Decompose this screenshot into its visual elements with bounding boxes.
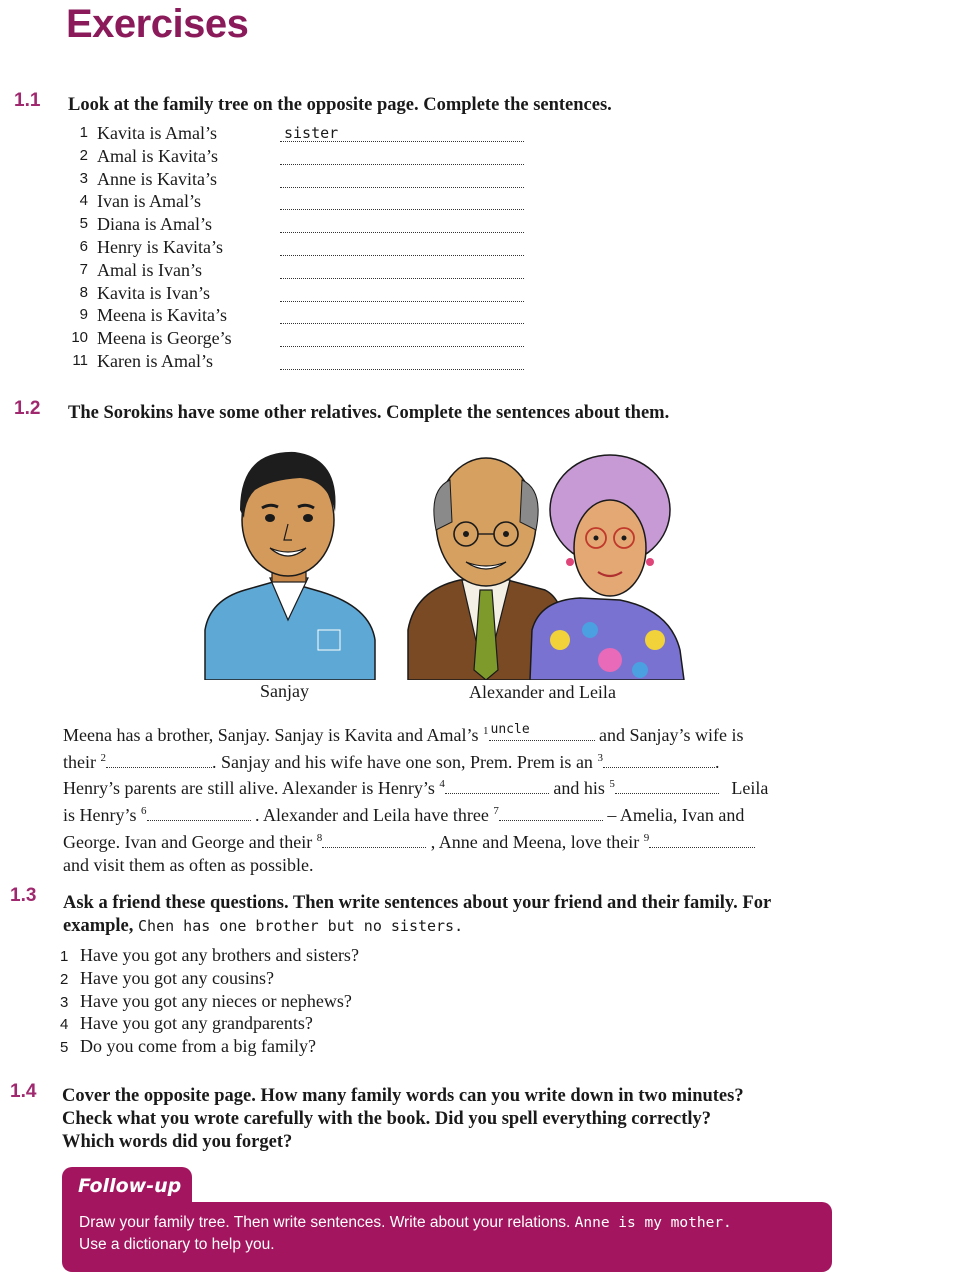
question-text: Have you got any cousins? xyxy=(80,967,274,988)
question-row xyxy=(66,145,536,168)
question-number: 5 xyxy=(79,215,88,233)
question-text: Amal is Ivan’s xyxy=(97,259,202,280)
question-number: 4 xyxy=(60,1016,69,1034)
instruction-1-3-line1: Ask a friend these questions. Then write sentences about your friend and their family. For xyxy=(63,893,772,913)
question-text: Diana is Amal’s xyxy=(97,214,212,235)
paragraph-1-2-a xyxy=(63,720,823,774)
exercise-number-1-3: 1.3 xyxy=(10,885,37,906)
p2-text-e: . Alexander and Leila have three xyxy=(255,805,489,825)
question-number: 3 xyxy=(60,993,69,1011)
answer-line[interactable] xyxy=(280,217,524,233)
exercise-instruction-1-2: The Sorokins have some other relatives. Complete the sentences about them. xyxy=(68,403,670,423)
question-row xyxy=(66,190,536,213)
caption-alexander-leila: Alexander and Leila xyxy=(469,682,616,702)
instruction-1-4-line1: Cover the opposite page. How many family words can you write down in two minutes? xyxy=(62,1086,744,1106)
question-number: 7 xyxy=(79,260,88,278)
exercise-number-1-4: 1.4 xyxy=(10,1081,37,1102)
question-number: 6 xyxy=(79,237,88,255)
question-number: 4 xyxy=(79,192,88,210)
p2-text-h: , Anne and Meena, love their xyxy=(430,832,640,852)
question-row xyxy=(66,259,536,282)
blank-number-1: 1 xyxy=(483,725,489,737)
question-number: 10 xyxy=(71,329,88,347)
p2-text-i: and visit them as often as possible. xyxy=(63,855,314,875)
followup-text xyxy=(79,1212,809,1255)
paragraph-1-2-b xyxy=(63,773,823,877)
p1-text-d: . Sanjay and his wife have one son, Prem. Prem is an xyxy=(212,752,593,772)
p1-text-a: Meena has a brother, Sanjay. Sanjay is Kavita and Amal’s xyxy=(63,725,479,745)
question-number: 11 xyxy=(72,351,88,369)
answer-blank-6[interactable] xyxy=(147,806,251,821)
page-title: Exercises xyxy=(66,2,249,46)
question-row xyxy=(66,122,536,145)
answer-text: sister xyxy=(284,124,339,142)
question-text: Ivan is Amal’s xyxy=(97,191,201,212)
followup-text-2: Use a dictionary to help you. xyxy=(79,1236,275,1253)
answer-line[interactable] xyxy=(280,172,524,188)
question-list-1-3 xyxy=(60,944,359,1058)
question-text: Meena is George’s xyxy=(97,328,232,349)
question-text: Have you got any nieces or nephews? xyxy=(80,990,352,1011)
question-number: 3 xyxy=(79,169,88,187)
instruction-1-4-line2: Check what you wrote carefully with the book. Did you spell everything correctly? xyxy=(62,1109,711,1129)
exercise-instruction-1-4 xyxy=(62,1085,822,1154)
question-row xyxy=(60,1035,359,1058)
exercise-instruction-1-3 xyxy=(63,892,823,938)
question-row xyxy=(66,304,536,327)
sanjay-portrait xyxy=(205,452,375,680)
question-number: 1 xyxy=(79,124,88,141)
question-row xyxy=(60,944,359,967)
answer-line[interactable] xyxy=(280,308,524,324)
answer-line[interactable] xyxy=(280,149,524,165)
answer-blank-8[interactable] xyxy=(322,833,426,848)
question-row xyxy=(60,990,359,1013)
question-row xyxy=(66,236,536,259)
answer-blank-9[interactable] xyxy=(649,833,755,848)
answer-line[interactable] xyxy=(280,126,524,142)
exercise-number-1-1: 1.1 xyxy=(14,90,41,111)
exercise-number-1-2: 1.2 xyxy=(14,398,41,419)
question-row xyxy=(66,327,536,350)
answer-blank-2[interactable] xyxy=(106,753,212,768)
blank-number-3: 3 xyxy=(597,752,603,764)
question-text: Do you come from a big family? xyxy=(80,1036,316,1057)
example-sentence-1-3: Chen has one brother but no sisters. xyxy=(138,917,464,935)
question-text: Have you got any brothers and sisters? xyxy=(80,945,359,965)
question-text: Kavita is Amal’s xyxy=(97,123,217,143)
blank-number-2: 2 xyxy=(100,752,106,764)
family-illustration xyxy=(200,440,690,680)
question-text: Henry is Kavita’s xyxy=(97,236,223,257)
question-number: 2 xyxy=(79,146,88,164)
question-text: Karen is Amal’s xyxy=(97,350,213,371)
instruction-1-3-line2: example, xyxy=(63,916,134,936)
p1-text-c: their xyxy=(63,752,96,772)
blank-number-7: 7 xyxy=(493,805,499,817)
p2-text-a: Henry’s parents are still alive. Alexander is Henry’s xyxy=(63,778,435,798)
blank-number-8: 8 xyxy=(316,832,323,844)
p2-text-g: George. Ivan and George and their xyxy=(63,832,313,852)
question-number: 5 xyxy=(60,1039,69,1057)
question-text: Have you got any grandparents? xyxy=(80,1013,313,1034)
answer-line[interactable] xyxy=(280,331,524,347)
answer-line[interactable] xyxy=(280,286,524,302)
p2-text-b: and his xyxy=(553,778,605,798)
question-row xyxy=(60,967,359,990)
answer-blank-4[interactable] xyxy=(445,779,549,794)
answer-line[interactable] xyxy=(280,240,524,256)
blank-number-5: 5 xyxy=(609,778,615,790)
question-number: 2 xyxy=(60,970,69,988)
p1-text-b: and Sanjay’s wife is xyxy=(599,725,744,745)
followup-example: Anne is my mother. xyxy=(574,1215,732,1231)
p1-text-e: . xyxy=(714,752,720,772)
question-row xyxy=(66,350,536,373)
question-text: Anne is Kavita’s xyxy=(97,168,217,189)
answer-blank-3[interactable] xyxy=(603,753,715,768)
question-number: 1 xyxy=(60,948,69,965)
answer-blank-7[interactable] xyxy=(499,806,603,821)
question-text: Kavita is Ivan’s xyxy=(97,282,210,303)
answer-line[interactable] xyxy=(280,354,524,370)
answer-line[interactable] xyxy=(280,194,524,210)
question-text: Amal is Kavita’s xyxy=(97,145,218,166)
p2-text-f: – Amelia, Ivan and xyxy=(607,805,745,825)
question-row xyxy=(66,282,536,305)
p2-text-d: is Henry’s xyxy=(63,805,137,825)
question-list-1-1 xyxy=(66,122,536,373)
question-row xyxy=(60,1012,359,1035)
question-row xyxy=(66,213,536,236)
caption-sanjay: Sanjay xyxy=(260,681,309,701)
leila-portrait xyxy=(530,455,684,680)
blank-number-4: 4 xyxy=(439,778,445,790)
question-number: 8 xyxy=(79,283,88,301)
blank-number-9: 9 xyxy=(643,832,650,844)
question-number: 9 xyxy=(79,306,88,324)
blank-number-6: 6 xyxy=(141,805,147,817)
p2-text-c: Leila xyxy=(731,778,769,798)
question-text: Meena is Kavita’s xyxy=(97,305,227,326)
question-row xyxy=(66,168,536,191)
exercise-instruction-1-1: Look at the family tree on the opposite page. Complete the sentences. xyxy=(68,95,612,115)
instruction-1-4-line3: Which words did you forget? xyxy=(62,1132,293,1152)
answer-line[interactable] xyxy=(280,263,524,279)
answer-blank-5[interactable] xyxy=(615,779,719,794)
followup-text-1: Draw your family tree. Then write sentences. Write about your relations. xyxy=(79,1214,571,1231)
followup-title: Follow-up xyxy=(78,1175,182,1197)
answer-blank-1[interactable] xyxy=(489,722,595,741)
answer-1: uncle xyxy=(490,722,530,737)
